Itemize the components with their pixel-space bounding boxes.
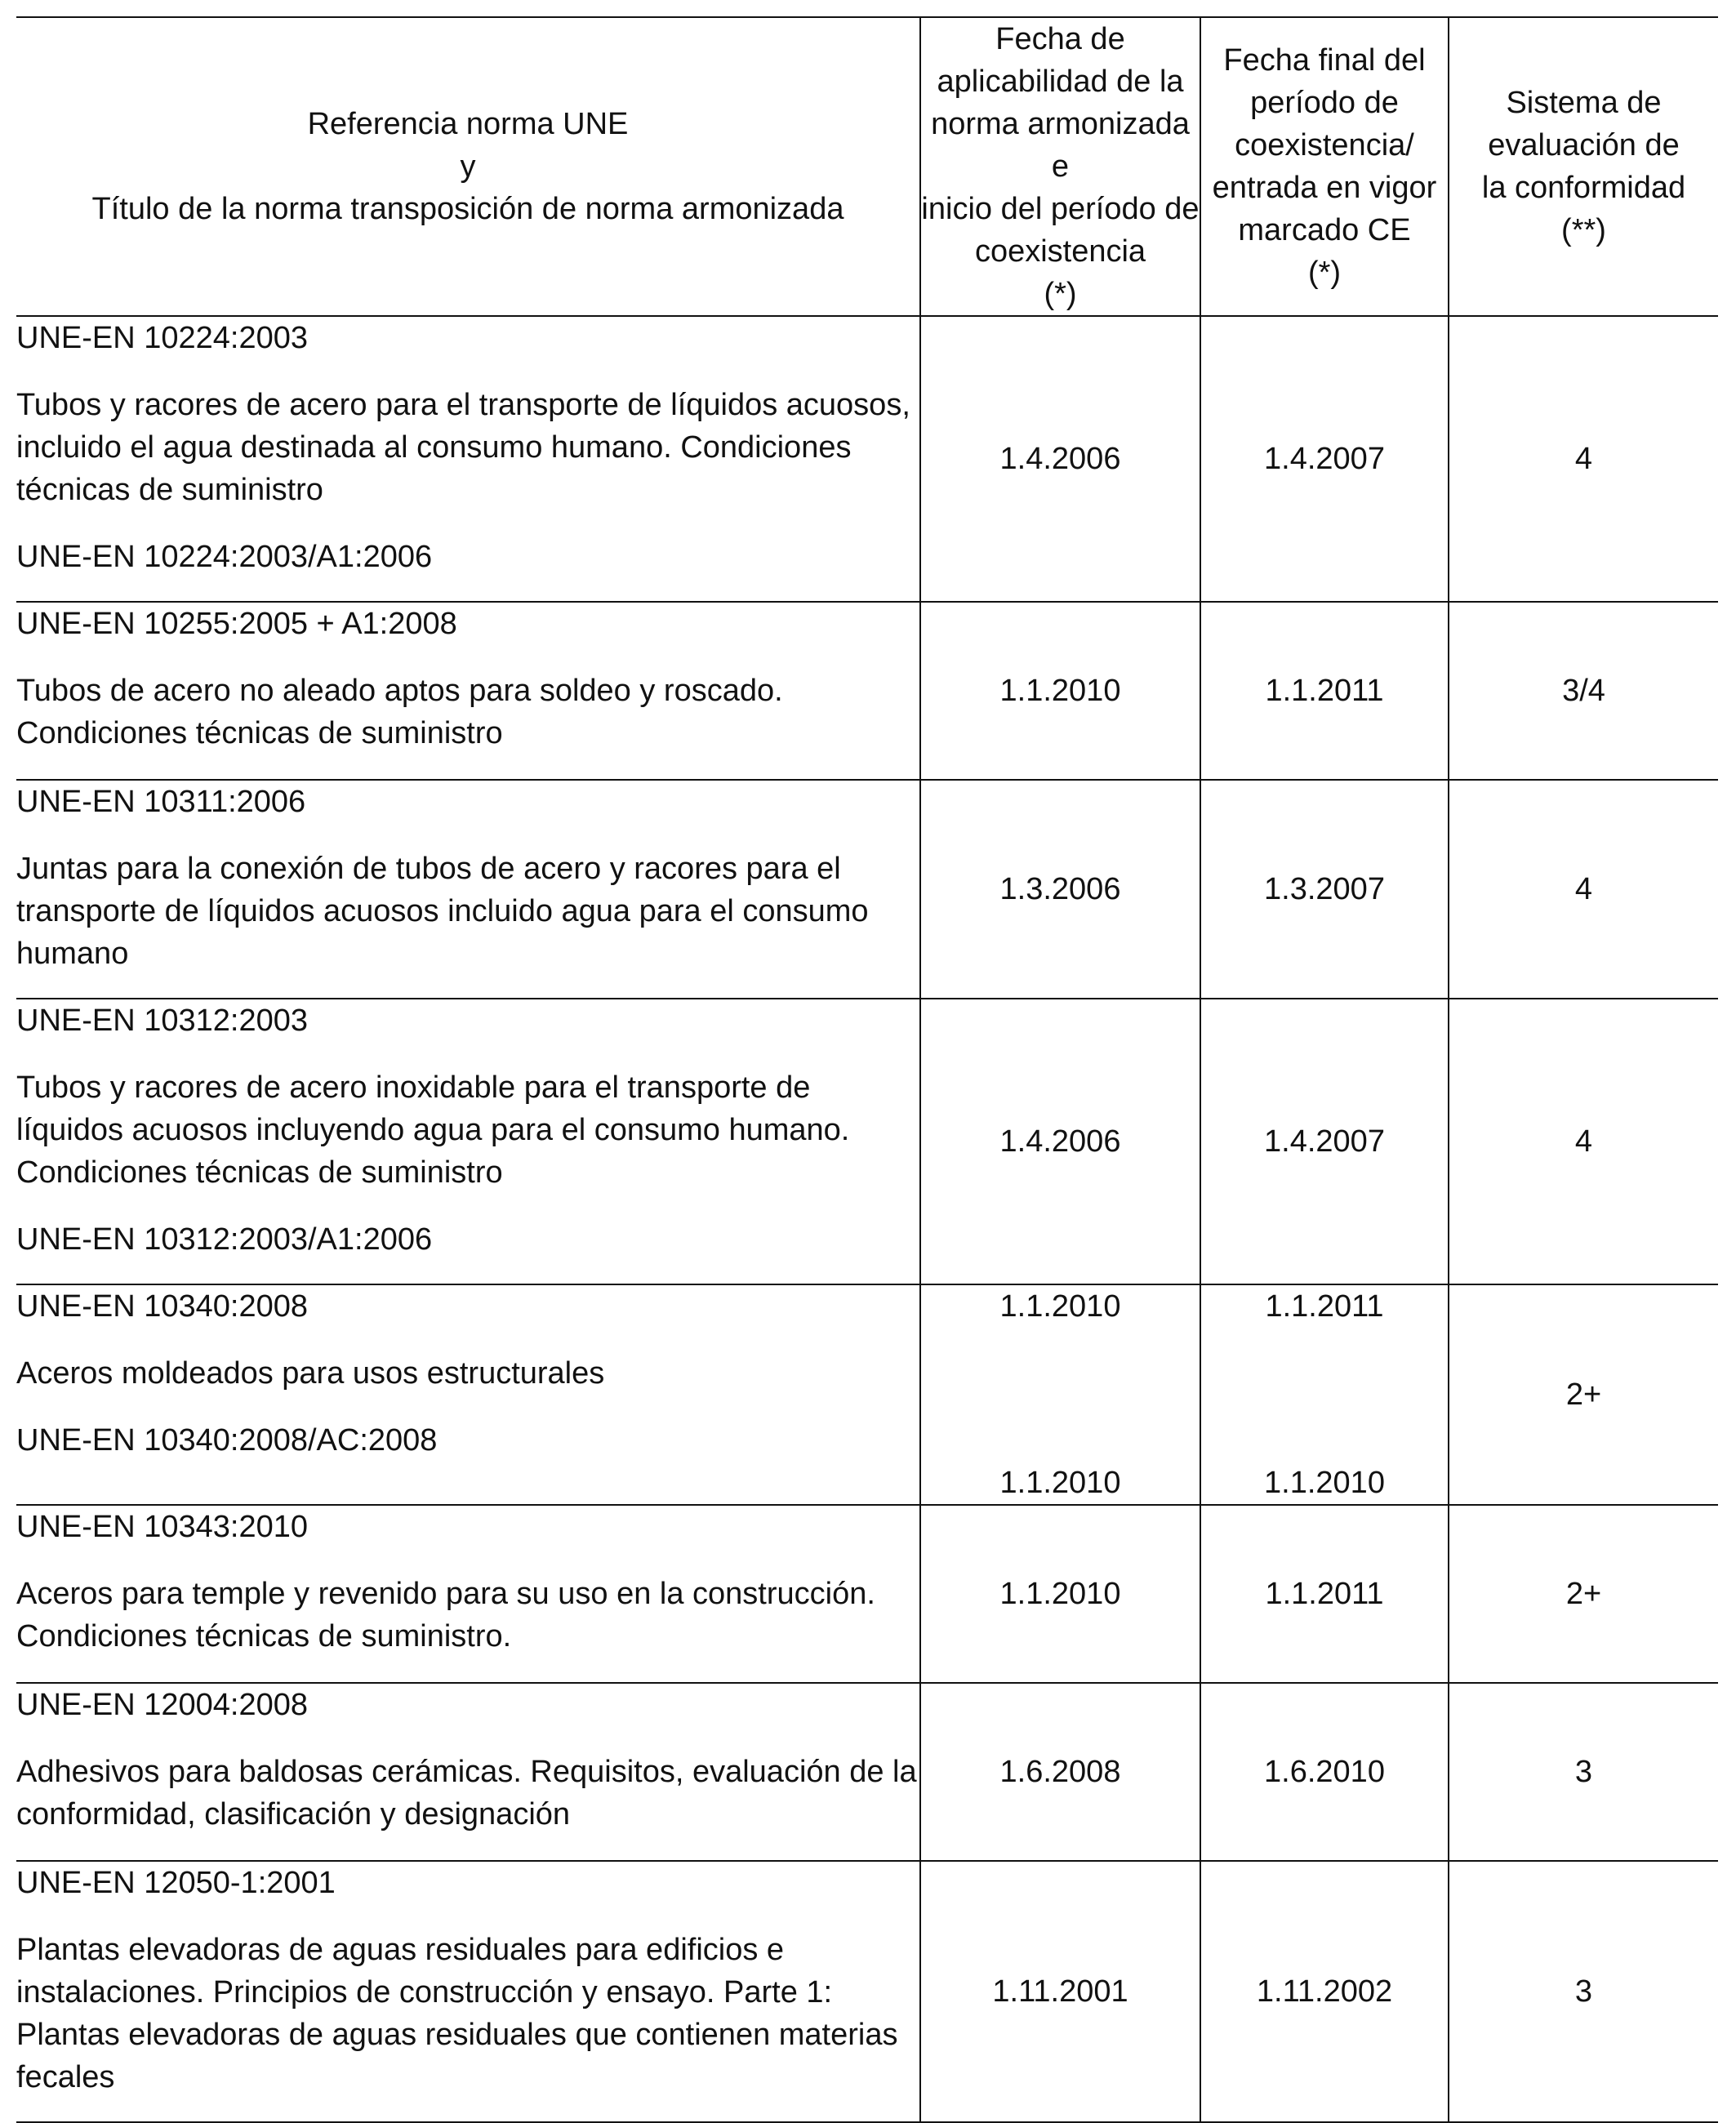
header-row [16,17,1718,316]
reference-cell [16,316,920,602]
table-row [16,1505,1718,1683]
conformity-system: 3 [1449,1683,1718,1861]
applicability-date: 1.1.2010 [920,1505,1200,1683]
applicability-date: 1.4.2006 [920,999,1200,1284]
standard-code: UNE-EN 10255:2005 + A1:2008 [16,607,457,641]
standard-code: UNE-EN 10311:2006 [16,785,306,819]
reference-cell [16,1284,920,1505]
standard-code: UNE-EN 10224:2003 [16,321,308,355]
table-row [16,999,1718,1284]
end-date: 1.1.2011 [1200,1505,1449,1683]
conformity-system: 2+ [1449,1284,1718,1505]
end-date-main: 1.1.2011 [1265,1289,1384,1324]
standard-amendment: UNE-EN 10312:2003/A1:2006 [16,1222,433,1257]
conformity-system: 2+ [1449,1505,1718,1683]
end-date: 1.1.2011 [1200,602,1449,780]
standard-title: Adhesivos para baldosas cerámicas. Requisitos, evaluación de la conformidad, clasificación y designación [16,1755,917,1831]
conformity-system: 3 [1449,1861,1718,2122]
standard-title: Tubos y racores de acero para el transporte de líquidos acuosos, incluido el agua destinada al consumo humano. Condiciones técnicas de suministro [16,388,910,507]
standard-title: Tubos de acero no aleado aptos para soldeo y roscado. Condiciones técnicas de suministro [16,674,783,750]
standard-code: UNE-EN 10343:2010 [16,1510,308,1544]
end-date: 1.11.2002 [1200,1861,1449,2122]
harmonized-standards-table [16,16,1718,2123]
standard-code: UNE-EN 10340:2008 [16,1289,308,1324]
reference-cell [16,1683,920,1861]
applicability-date-main: 1.1.2010 [999,1289,1121,1324]
conformity-system: 4 [1449,780,1718,999]
reference-cell [16,1861,920,2122]
applicability-date: 1.3.2006 [920,780,1200,999]
standard-title: Tubos y racores de acero inoxidable para el transporte de líquidos acuosos incluyendo agua para el consumo humano. Condiciones técnicas de suministro [16,1070,850,1190]
header-reference: Referencia norma UNE y Título de la norma transposición de norma armonizada [16,17,920,316]
table-row [16,1683,1718,1861]
end-date [1200,1284,1449,1505]
reference-cell [16,1505,920,1683]
standard-title: Plantas elevadoras de aguas residuales para edificios e instalaciones. Principios de construcción y ensayo. Parte 1: Plantas elevadoras de aguas residuales que contienen materias fecales [16,1933,898,2094]
table-row [16,1861,1718,2122]
applicability-date: 1.11.2001 [920,1861,1200,2122]
end-date: 1.3.2007 [1200,780,1449,999]
conformity-system: 4 [1449,316,1718,602]
header-end-date: Fecha final del período de coexistencia/ entrada en vigor marcado CE (*) [1200,17,1449,316]
reference-cell [16,602,920,780]
applicability-date: 1.1.2010 [920,602,1200,780]
table-row [16,316,1718,602]
standard-code: UNE-EN 12004:2008 [16,1688,308,1722]
end-date: 1.6.2010 [1200,1683,1449,1861]
header-applicability-date: Fecha de aplicabilidad de la norma armonizada e inicio del período de coexistencia (*) [920,17,1200,316]
standard-code: UNE-EN 10312:2003 [16,1004,308,1038]
standard-amendment: UNE-EN 10340:2008/AC:2008 [16,1423,438,1458]
end-date-amendment: 1.1.2010 [1264,1466,1385,1500]
end-date: 1.4.2007 [1200,999,1449,1284]
table-row [16,780,1718,999]
reference-cell [16,780,920,999]
applicability-date-amendment: 1.1.2010 [999,1466,1121,1500]
standard-title: Aceros moldeados para usos estructurales [16,1356,605,1391]
header-conformity-system: Sistema de evaluación de la conformidad (**) [1449,17,1718,316]
applicability-date [920,1284,1200,1505]
standard-code: UNE-EN 12050-1:2001 [16,1866,336,1900]
standard-title: Juntas para la conexión de tubos de acero y racores para el transporte de líquidos acuosos incluido agua para el consumo humano [16,852,869,971]
conformity-system: 4 [1449,999,1718,1284]
table-row [16,602,1718,780]
applicability-date: 1.6.2008 [920,1683,1200,1861]
reference-cell [16,999,920,1284]
standard-amendment: UNE-EN 10224:2003/A1:2006 [16,540,433,574]
conformity-system: 3/4 [1449,602,1718,780]
applicability-date: 1.4.2006 [920,316,1200,602]
table-row [16,1284,1718,1505]
end-date: 1.4.2007 [1200,316,1449,602]
standard-title: Aceros para temple y revenido para su uso en la construcción. Condiciones técnicas de suministro. [16,1577,875,1653]
